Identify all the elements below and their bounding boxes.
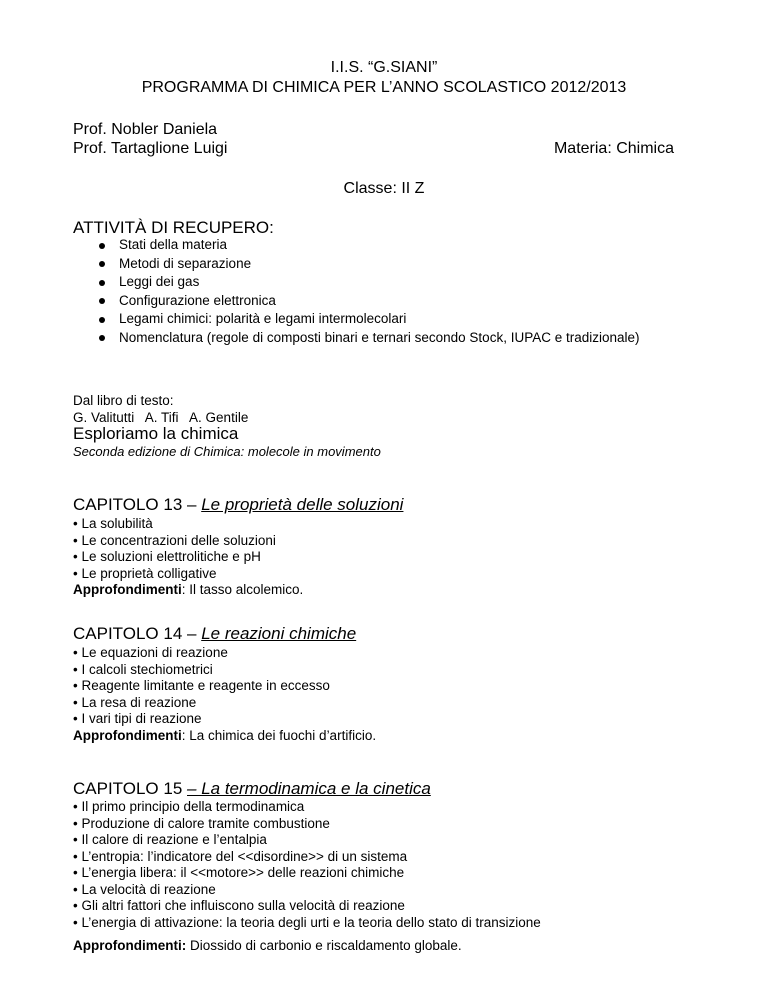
- chapter-number: CAPITOLO 15: [73, 779, 188, 798]
- approfondimenti-label: Approfondimenti:: [73, 938, 187, 953]
- chapter-heading: [73, 623, 356, 645]
- chapter-topics: [73, 645, 376, 744]
- list-item: [73, 273, 673, 292]
- list-item: • I calcoli stechiometrici: [73, 661, 213, 677]
- program-title: PROGRAMMA DI CHIMICA PER L’ANNO SCOLASTICO 2012/2013: [141, 79, 627, 96]
- chapter-title: – La termodinamica e la cinetica: [187, 779, 431, 798]
- bullet-icon: [99, 280, 105, 286]
- list-item: • L’energia libera: il <<motore>> delle reazioni chimiche: [73, 865, 405, 880]
- list-item: • L’energia di attivazione: la teoria degli urti e la teoria dello stato di transizione: [73, 914, 541, 930]
- bullet-icon: [99, 335, 105, 341]
- list-item: • Il calore di reazione e l’entalpia: [73, 832, 267, 847]
- chapter-number: CAPITOLO 13 –: [73, 495, 202, 514]
- school-name: I.I.S. “G.SIANI”: [330, 59, 438, 76]
- list-item: [73, 292, 673, 311]
- textbook-title: Esploriamo la chimica: [73, 424, 239, 443]
- chapter-number: CAPITOLO 14 –: [73, 624, 202, 643]
- bullet-icon: [99, 261, 105, 267]
- list-item: • Le proprietà colligative: [73, 565, 217, 581]
- approfondimenti-text: : Il tasso alcolemico.: [181, 582, 304, 597]
- list-item: [73, 255, 673, 274]
- textbook-authors: G. Valitutti A. Tifi A. Gentile: [73, 410, 249, 425]
- chapter-title: Le reazioni chimiche: [201, 624, 357, 643]
- list-item: • L’entropia: l’indicatore del <<disordine>> di un sistema: [73, 848, 408, 864]
- list-item: • La velocità di reazione: [73, 881, 216, 897]
- list-item: • Gli altri fattori che influiscono sulla velocità di reazione: [73, 898, 405, 913]
- list-item: • I vari tipi di reazione: [73, 711, 202, 726]
- teacher-name: Prof. Nobler Daniela: [73, 121, 218, 138]
- chapter-heading: [73, 778, 431, 800]
- chapter-title: Le proprietà delle soluzioni: [201, 495, 404, 514]
- list-item: • Le concentrazioni delle soluzioni: [73, 532, 276, 548]
- approfondimenti-label: Approfondimenti: [73, 727, 182, 743]
- list-item: • Reagente limitante e reagente in eccesso: [73, 678, 330, 693]
- list-item: [73, 236, 673, 255]
- textbook-info: [73, 392, 248, 426]
- list-item: • Le soluzioni elettrolitiche e pH: [73, 549, 261, 564]
- list-item-label: Leggi dei gas: [119, 274, 200, 289]
- list-item: [73, 329, 673, 348]
- list-item-label: Nomenclatura (regole di composti binari e ternari secondo Stock, IUPAC e tradizionale): [119, 329, 640, 345]
- bullet-icon: [99, 317, 105, 323]
- approfondimenti-label: Approfondimenti: [73, 582, 182, 597]
- chapter-topics: [73, 799, 541, 931]
- list-item: [73, 310, 673, 329]
- teacher-name: Prof. Tartaglione Luigi: [73, 140, 228, 157]
- list-item-label: Stati della materia: [119, 237, 228, 252]
- list-item: • Il primo principio della termodinamica: [73, 799, 305, 814]
- class-label: Classe: II Z: [343, 180, 425, 197]
- approfondimenti: [73, 938, 462, 955]
- list-item-label: Legami chimici: polarità e legami intermolecolari: [119, 311, 407, 326]
- list-item: • La solubilità: [73, 516, 153, 531]
- list-item-label: Metodi di separazione: [119, 255, 252, 271]
- list-item: • La resa di reazione: [73, 694, 197, 710]
- approfondimenti-text: Diossido di carbonio e riscaldamento globale.: [186, 938, 462, 953]
- chapter-topics: [73, 516, 303, 599]
- list-item-label: Configurazione elettronica: [119, 292, 276, 308]
- list-item: • Produzione di calore tramite combustione: [73, 815, 330, 831]
- approfondimenti-text: : La chimica dei fuochi d’artificio.: [181, 727, 377, 743]
- chapter-heading: [73, 494, 403, 516]
- textbook-intro: Dal libro di testo:: [73, 393, 174, 408]
- bullet-icon: [99, 243, 105, 249]
- recupero-list: [73, 236, 673, 347]
- subject-label: Materia: Chimica: [553, 140, 674, 157]
- textbook-subtitle: Seconda edizione di Chimica: molecole in movimento: [73, 444, 381, 459]
- approfondimenti: [73, 582, 303, 599]
- list-item: • Le equazioni di reazione: [73, 645, 228, 660]
- recupero-title: ATTIVITÀ DI RECUPERO:: [73, 218, 274, 237]
- bullet-icon: [99, 298, 105, 304]
- approfondimenti: [73, 728, 376, 745]
